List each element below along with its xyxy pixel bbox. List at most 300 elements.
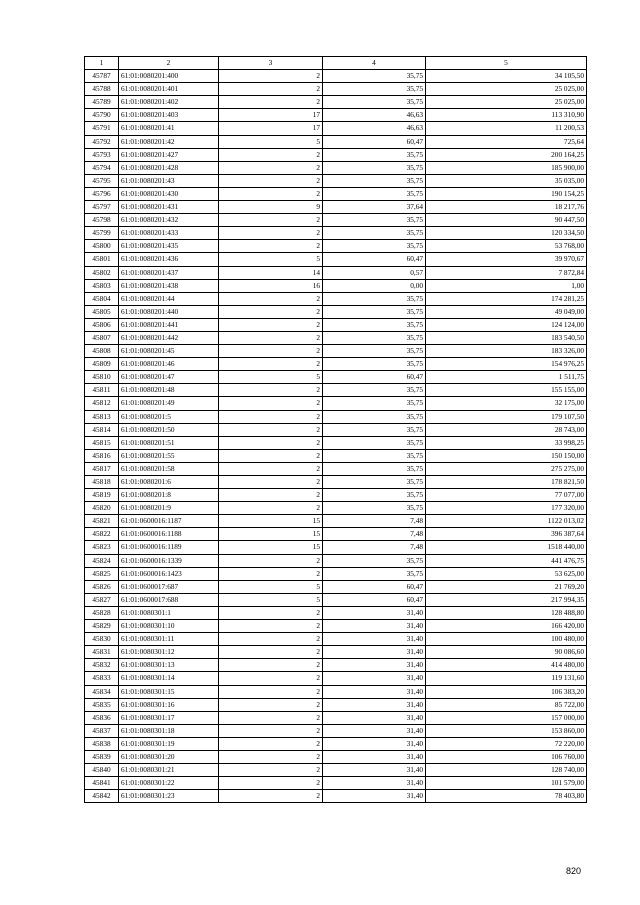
table-cell-col1: 45842	[85, 790, 119, 803]
table-cell-col4: 35,75	[323, 148, 426, 161]
table-row	[85, 528, 587, 541]
table-cell-col5: 106 760,00	[426, 750, 587, 763]
table-cell-col1: 45800	[85, 240, 119, 253]
table-cell-col4: 35,75	[323, 318, 426, 331]
table-cell-col2: 61:01:0080301:13	[119, 659, 219, 672]
table-cell-col1: 45791	[85, 122, 119, 135]
table-row	[85, 70, 587, 83]
table-cell-col3: 2	[219, 174, 323, 187]
table-cell-col2: 61:01:0080301:12	[119, 646, 219, 659]
table-cell-col1: 45790	[85, 109, 119, 122]
document-table-container	[84, 56, 586, 803]
table-cell-col3: 2	[219, 606, 323, 619]
table-cell-col2: 61:01:0080201:433	[119, 227, 219, 240]
table-cell-col1: 45788	[85, 83, 119, 96]
table-cell-col1: 45840	[85, 764, 119, 777]
table-cell-col2: 61:01:0080201:9	[119, 502, 219, 515]
table-cell-col4: 35,75	[323, 384, 426, 397]
column-header-2: 2	[119, 57, 219, 70]
table-cell-col1: 45827	[85, 593, 119, 606]
table-cell-col4: 31,40	[323, 711, 426, 724]
table-cell-col4: 35,75	[323, 397, 426, 410]
table-cell-col4: 35,75	[323, 554, 426, 567]
table-cell-col4: 35,75	[323, 436, 426, 449]
table-cell-col1: 45807	[85, 331, 119, 344]
table-row	[85, 633, 587, 646]
table-cell-col1: 45833	[85, 672, 119, 685]
table-cell-col5: 85 722,00	[426, 698, 587, 711]
table-cell-col5: 72 220,00	[426, 737, 587, 750]
table-cell-col2: 61:01:0600016:1339	[119, 554, 219, 567]
table-row	[85, 515, 587, 528]
table-cell-col3: 2	[219, 384, 323, 397]
table-cell-col3: 15	[219, 528, 323, 541]
table-cell-col1: 45841	[85, 777, 119, 790]
table-row	[85, 554, 587, 567]
table-cell-col4: 0,57	[323, 266, 426, 279]
table-cell-col1: 45804	[85, 292, 119, 305]
table-cell-col4: 31,40	[323, 685, 426, 698]
table-row	[85, 777, 587, 790]
table-row	[85, 174, 587, 187]
table-row	[85, 240, 587, 253]
table-cell-col3: 2	[219, 449, 323, 462]
table-cell-col1: 45805	[85, 305, 119, 318]
table-cell-col1: 45812	[85, 397, 119, 410]
table-cell-col2: 61:01:0600017:688	[119, 593, 219, 606]
table-cell-col3: 2	[219, 698, 323, 711]
table-row	[85, 397, 587, 410]
table-cell-col5: 128 488,80	[426, 606, 587, 619]
table-row	[85, 371, 587, 384]
table-cell-col1: 45798	[85, 214, 119, 227]
table-row	[85, 659, 587, 672]
table-cell-col3: 5	[219, 371, 323, 384]
table-cell-col5: 441 476,75	[426, 554, 587, 567]
table-cell-col5: 28 743,00	[426, 423, 587, 436]
table-cell-col5: 90 086,60	[426, 646, 587, 659]
table-cell-col4: 31,40	[323, 698, 426, 711]
table-cell-col4: 35,75	[323, 214, 426, 227]
table-cell-col4: 60,47	[323, 593, 426, 606]
table-cell-col1: 45794	[85, 161, 119, 174]
table-cell-col3: 2	[219, 750, 323, 763]
table-row	[85, 593, 587, 606]
table-cell-col5: 90 447,50	[426, 214, 587, 227]
table-row	[85, 790, 587, 803]
table-row	[85, 646, 587, 659]
table-row	[85, 620, 587, 633]
table-cell-col5: 101 579,00	[426, 777, 587, 790]
table-cell-col2: 61:01:0080301:15	[119, 685, 219, 698]
table-cell-col5: 1122 013,02	[426, 515, 587, 528]
table-cell-col2: 61:01:0080201:49	[119, 397, 219, 410]
table-cell-col5: 183 326,00	[426, 345, 587, 358]
table-cell-col5: 100 480,00	[426, 633, 587, 646]
table-cell-col3: 17	[219, 109, 323, 122]
table-cell-col1: 45797	[85, 201, 119, 214]
table-cell-col4: 31,40	[323, 737, 426, 750]
table-cell-col2: 61:01:0080301:22	[119, 777, 219, 790]
table-cell-col1: 45808	[85, 345, 119, 358]
table-cell-col5: 11 200,53	[426, 122, 587, 135]
table-cell-col5: 275 275,00	[426, 462, 587, 475]
table-cell-col5: 120 334,50	[426, 227, 587, 240]
table-cell-col3: 2	[219, 214, 323, 227]
table-row	[85, 685, 587, 698]
table-cell-col5: 154 976,25	[426, 358, 587, 371]
table-cell-col1: 45824	[85, 554, 119, 567]
table-cell-col5: 183 540,50	[426, 331, 587, 344]
table-cell-col1: 45832	[85, 659, 119, 672]
table-cell-col1: 45820	[85, 502, 119, 515]
table-cell-col2: 61:01:0080201:428	[119, 161, 219, 174]
table-cell-col4: 35,75	[323, 358, 426, 371]
table-cell-col4: 35,75	[323, 227, 426, 240]
table-row	[85, 449, 587, 462]
table-cell-col4: 37,64	[323, 201, 426, 214]
table-cell-col1: 45796	[85, 187, 119, 200]
table-cell-col5: 177 320,00	[426, 502, 587, 515]
table-cell-col3: 2	[219, 659, 323, 672]
table-cell-col2: 61:01:0080301:14	[119, 672, 219, 685]
table-cell-col3: 5	[219, 580, 323, 593]
table-cell-col4: 35,75	[323, 174, 426, 187]
column-header-3: 3	[219, 57, 323, 70]
table-cell-col3: 15	[219, 515, 323, 528]
table-cell-col4: 31,40	[323, 606, 426, 619]
table-cell-col1: 45823	[85, 541, 119, 554]
table-body	[85, 70, 587, 803]
table-cell-col4: 31,40	[323, 764, 426, 777]
table-row	[85, 358, 587, 371]
table-cell-col4: 35,75	[323, 70, 426, 83]
table-cell-col3: 2	[219, 148, 323, 161]
table-cell-col5: 178 821,50	[426, 476, 587, 489]
table-cell-col2: 61:01:0080201:5	[119, 410, 219, 423]
table-cell-col3: 2	[219, 397, 323, 410]
table-cell-col4: 31,40	[323, 790, 426, 803]
table-cell-col1: 45787	[85, 70, 119, 83]
table-cell-col3: 2	[219, 672, 323, 685]
table-cell-col5: 1 511,75	[426, 371, 587, 384]
table-cell-col2: 61:01:0080201:441	[119, 318, 219, 331]
table-cell-col3: 15	[219, 541, 323, 554]
table-cell-col4: 31,40	[323, 620, 426, 633]
table-cell-col3: 9	[219, 201, 323, 214]
table-cell-col2: 61:01:0080201:442	[119, 331, 219, 344]
table-cell-col3: 5	[219, 593, 323, 606]
table-cell-col4: 46,63	[323, 122, 426, 135]
table-cell-col1: 45834	[85, 685, 119, 698]
column-header-5: 5	[426, 57, 587, 70]
table-row	[85, 345, 587, 358]
table-cell-col2: 61:01:0600016:1423	[119, 567, 219, 580]
table-cell-col1: 45829	[85, 620, 119, 633]
table-cell-col2: 61:01:0080201:431	[119, 201, 219, 214]
table-cell-col1: 45830	[85, 633, 119, 646]
table-cell-col5: 77 077,00	[426, 489, 587, 502]
table-cell-col5: 200 164,25	[426, 148, 587, 161]
table-cell-col2: 61:01:0080301:1	[119, 606, 219, 619]
table-cell-col4: 35,75	[323, 240, 426, 253]
table-cell-col2: 61:01:0080201:50	[119, 423, 219, 436]
table-cell-col4: 35,75	[323, 449, 426, 462]
table-row	[85, 148, 587, 161]
table-cell-col3: 2	[219, 345, 323, 358]
table-cell-col1: 45839	[85, 750, 119, 763]
table-row	[85, 227, 587, 240]
table-cell-col1: 45828	[85, 606, 119, 619]
table-cell-col3: 2	[219, 476, 323, 489]
table-cell-col1: 45838	[85, 737, 119, 750]
table-cell-col5: 7 872,84	[426, 266, 587, 279]
table-cell-col2: 61:01:0080201:43	[119, 174, 219, 187]
table-cell-col4: 60,47	[323, 135, 426, 148]
table-cell-col3: 2	[219, 790, 323, 803]
table-cell-col1: 45836	[85, 711, 119, 724]
table-cell-col2: 61:01:0600016:1188	[119, 528, 219, 541]
table-row	[85, 201, 587, 214]
table-cell-col2: 61:01:0080201:6	[119, 476, 219, 489]
table-cell-col3: 2	[219, 764, 323, 777]
table-cell-col5: 179 107,50	[426, 410, 587, 423]
table-row	[85, 489, 587, 502]
table-cell-col4: 31,40	[323, 777, 426, 790]
table-row	[85, 109, 587, 122]
table-cell-col2: 61:01:0080201:8	[119, 489, 219, 502]
table-row	[85, 161, 587, 174]
table-row	[85, 292, 587, 305]
table-cell-col4: 7,48	[323, 528, 426, 541]
table-cell-col1: 45801	[85, 253, 119, 266]
table-row	[85, 135, 587, 148]
table-row	[85, 711, 587, 724]
table-row	[85, 737, 587, 750]
table-cell-col5: 53 625,00	[426, 567, 587, 580]
table-cell-col2: 61:01:0080301:10	[119, 620, 219, 633]
table-cell-col3: 2	[219, 646, 323, 659]
table-cell-col4: 31,40	[323, 659, 426, 672]
table-cell-col3: 14	[219, 266, 323, 279]
table-cell-col5: 113 310,90	[426, 109, 587, 122]
table-cell-col1: 45837	[85, 724, 119, 737]
column-header-1: 1	[85, 57, 119, 70]
table-cell-col5: 396 387,64	[426, 528, 587, 541]
table-cell-col2: 61:01:0080201:42	[119, 135, 219, 148]
table-cell-col3: 2	[219, 502, 323, 515]
table-cell-col5: 128 740,00	[426, 764, 587, 777]
table-cell-col4: 35,75	[323, 410, 426, 423]
table-cell-col3: 2	[219, 567, 323, 580]
table-cell-col2: 61:01:0080201:48	[119, 384, 219, 397]
data-table	[84, 56, 587, 803]
table-cell-col1: 45793	[85, 148, 119, 161]
table-cell-col3: 2	[219, 227, 323, 240]
table-row	[85, 606, 587, 619]
table-cell-col5: 25 025,00	[426, 83, 587, 96]
table-cell-col1: 45818	[85, 476, 119, 489]
table-cell-col3: 2	[219, 70, 323, 83]
table-cell-col4: 35,75	[323, 161, 426, 174]
table-row	[85, 318, 587, 331]
table-row	[85, 410, 587, 423]
page-number: 820	[566, 866, 582, 876]
table-cell-col1: 45815	[85, 436, 119, 449]
table-row	[85, 724, 587, 737]
table-cell-col3: 2	[219, 358, 323, 371]
table-cell-col4: 35,75	[323, 305, 426, 318]
table-cell-col4: 35,75	[323, 96, 426, 109]
table-cell-col5: 1518 440,00	[426, 541, 587, 554]
table-cell-col2: 61:01:0080201:402	[119, 96, 219, 109]
table-cell-col2: 61:01:0080201:436	[119, 253, 219, 266]
table-cell-col5: 174 281,25	[426, 292, 587, 305]
table-cell-col5: 119 131,60	[426, 672, 587, 685]
table-cell-col4: 31,40	[323, 646, 426, 659]
table-row	[85, 83, 587, 96]
table-cell-col2: 61:01:0080201:400	[119, 70, 219, 83]
table-cell-col3: 2	[219, 554, 323, 567]
table-cell-col3: 17	[219, 122, 323, 135]
table-cell-col1: 45819	[85, 489, 119, 502]
table-cell-col5: 155 155,00	[426, 384, 587, 397]
table-cell-col4: 46,63	[323, 109, 426, 122]
table-cell-col4: 60,47	[323, 580, 426, 593]
table-cell-col2: 61:01:0080301:19	[119, 737, 219, 750]
table-row	[85, 253, 587, 266]
table-cell-col2: 61:01:0080301:16	[119, 698, 219, 711]
table-cell-col3: 2	[219, 410, 323, 423]
table-cell-col5: 414 480,00	[426, 659, 587, 672]
table-row	[85, 384, 587, 397]
table-cell-col4: 35,75	[323, 476, 426, 489]
table-cell-col1: 45811	[85, 384, 119, 397]
table-row	[85, 764, 587, 777]
table-cell-col1: 45809	[85, 358, 119, 371]
table-cell-col3: 5	[219, 135, 323, 148]
table-row	[85, 476, 587, 489]
table-cell-col2: 61:01:0080201:44	[119, 292, 219, 305]
table-cell-col3: 5	[219, 253, 323, 266]
table-cell-col2: 61:01:0080301:20	[119, 750, 219, 763]
table-cell-col2: 61:01:0080301:17	[119, 711, 219, 724]
table-row	[85, 187, 587, 200]
table-cell-col3: 16	[219, 279, 323, 292]
table-cell-col5: 124 124,00	[426, 318, 587, 331]
table-cell-col3: 2	[219, 724, 323, 737]
table-cell-col5: 35 035,00	[426, 174, 587, 187]
table-cell-col1: 45814	[85, 423, 119, 436]
table-cell-col1: 45816	[85, 449, 119, 462]
table-cell-col4: 60,47	[323, 371, 426, 384]
table-cell-col3: 2	[219, 436, 323, 449]
table-cell-col3: 2	[219, 187, 323, 200]
table-cell-col3: 2	[219, 777, 323, 790]
table-cell-col4: 35,75	[323, 83, 426, 96]
table-cell-col3: 2	[219, 83, 323, 96]
table-cell-col3: 2	[219, 620, 323, 633]
table-cell-col4: 35,75	[323, 489, 426, 502]
table-cell-col1: 45817	[85, 462, 119, 475]
table-cell-col1: 45810	[85, 371, 119, 384]
table-cell-col5: 39 970,67	[426, 253, 587, 266]
table-row	[85, 698, 587, 711]
table-cell-col5: 49 049,00	[426, 305, 587, 318]
table-cell-col1: 45799	[85, 227, 119, 240]
table-cell-col4: 31,40	[323, 672, 426, 685]
table-row	[85, 214, 587, 227]
table-cell-col1: 45831	[85, 646, 119, 659]
table-cell-col4: 35,75	[323, 187, 426, 200]
table-cell-col4: 31,40	[323, 750, 426, 763]
table-cell-col3: 2	[219, 423, 323, 436]
table-cell-col5: 25 025,00	[426, 96, 587, 109]
table-row	[85, 580, 587, 593]
table-cell-col5: 32 175,00	[426, 397, 587, 410]
table-cell-col4: 35,75	[323, 331, 426, 344]
table-cell-col2: 61:01:0080201:437	[119, 266, 219, 279]
table-cell-col2: 61:01:0080201:403	[119, 109, 219, 122]
table-cell-col5: 166 420,00	[426, 620, 587, 633]
table-cell-col2: 61:01:0600016:1187	[119, 515, 219, 528]
table-row	[85, 266, 587, 279]
table-cell-col3: 2	[219, 685, 323, 698]
table-cell-col1: 45813	[85, 410, 119, 423]
table-cell-col4: 35,75	[323, 462, 426, 475]
table-row	[85, 462, 587, 475]
table-cell-col5: 21 769,20	[426, 580, 587, 593]
table-cell-col3: 2	[219, 161, 323, 174]
table-cell-col1: 45835	[85, 698, 119, 711]
table-cell-col3: 2	[219, 711, 323, 724]
table-cell-col4: 35,75	[323, 345, 426, 358]
table-row	[85, 541, 587, 554]
table-cell-col3: 2	[219, 305, 323, 318]
table-cell-col5: 185 900,00	[426, 161, 587, 174]
table-cell-col4: 35,75	[323, 292, 426, 305]
table-cell-col4: 35,75	[323, 502, 426, 515]
table-cell-col2: 61:01:0080301:11	[119, 633, 219, 646]
table-cell-col1: 45803	[85, 279, 119, 292]
table-cell-col1: 45789	[85, 96, 119, 109]
table-cell-col5: 53 768,00	[426, 240, 587, 253]
table-cell-col3: 2	[219, 318, 323, 331]
table-cell-col5: 34 105,50	[426, 70, 587, 83]
table-cell-col5: 1,00	[426, 279, 587, 292]
table-cell-col3: 2	[219, 331, 323, 344]
table-row	[85, 423, 587, 436]
table-cell-col1: 45821	[85, 515, 119, 528]
table-cell-col2: 61:01:0080201:41	[119, 122, 219, 135]
table-header-row	[85, 57, 587, 70]
table-cell-col4: 7,48	[323, 541, 426, 554]
table-cell-col2: 61:01:0080201:51	[119, 436, 219, 449]
table-cell-col3: 2	[219, 737, 323, 750]
table-cell-col5: 190 154,25	[426, 187, 587, 200]
table-cell-col2: 61:01:0080201:432	[119, 214, 219, 227]
table-cell-col3: 2	[219, 96, 323, 109]
column-header-4: 4	[323, 57, 426, 70]
table-cell-col4: 7,48	[323, 515, 426, 528]
table-cell-col1: 45792	[85, 135, 119, 148]
table-cell-col3: 2	[219, 292, 323, 305]
table-cell-col1: 45826	[85, 580, 119, 593]
table-cell-col2: 61:01:0080201:430	[119, 187, 219, 200]
table-row	[85, 436, 587, 449]
table-cell-col1: 45795	[85, 174, 119, 187]
table-cell-col2: 61:01:0600017:687	[119, 580, 219, 593]
